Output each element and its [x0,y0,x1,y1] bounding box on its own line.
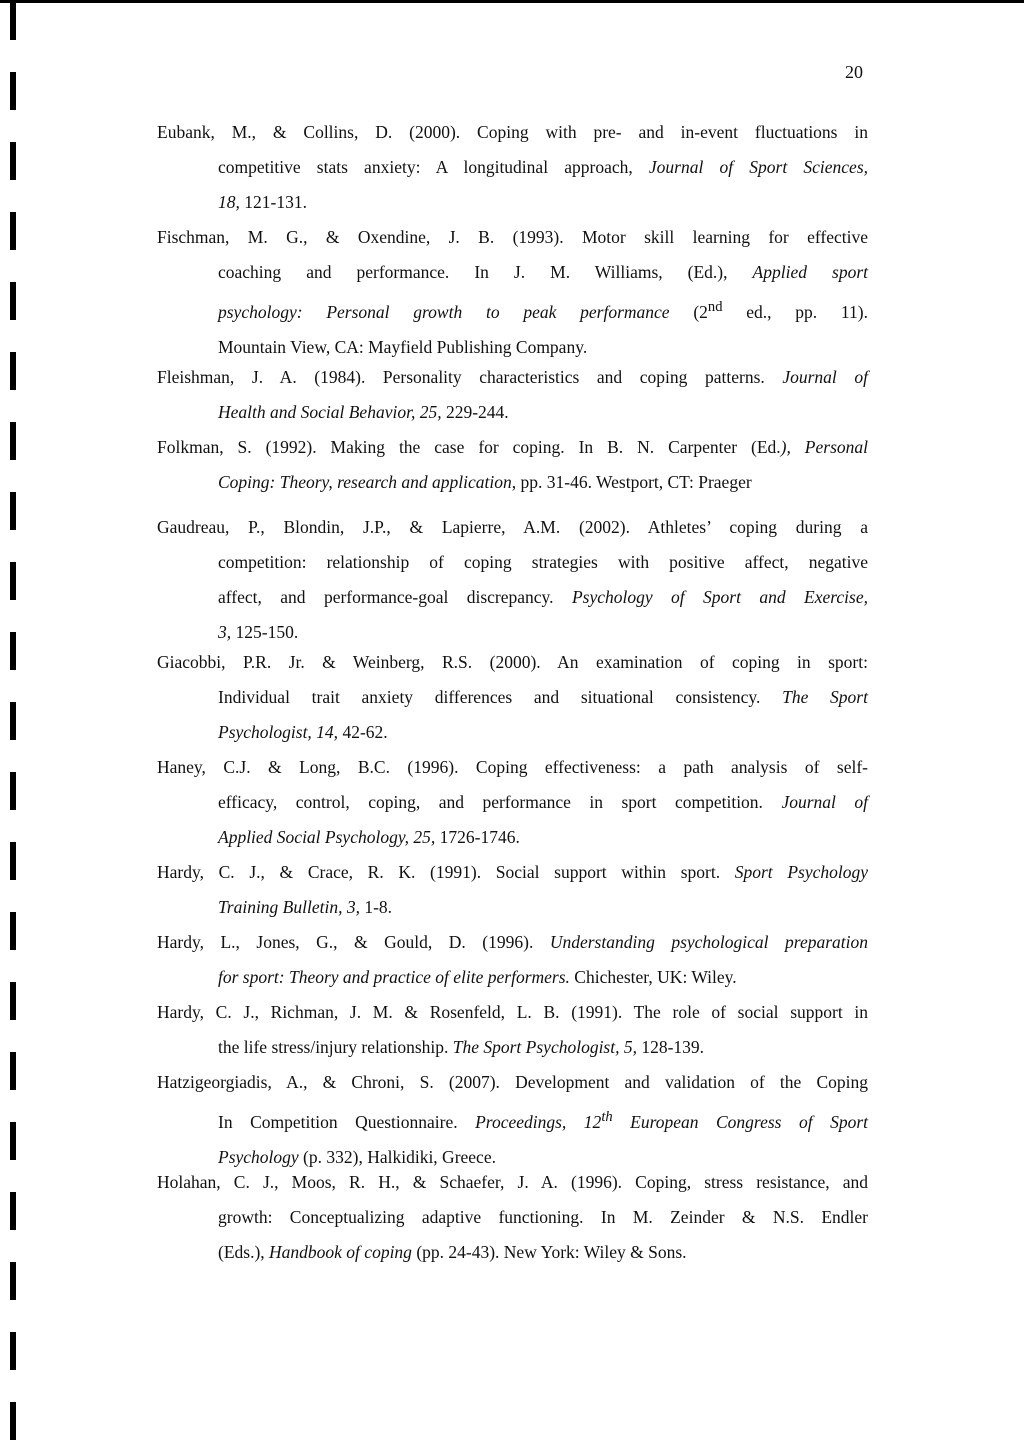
reference-text: Coping: Theory, research and application [218,472,512,492]
reference-text: Applied sport [752,262,868,282]
reference-text: 125-150. [231,622,299,642]
reference-entry [157,1165,868,1270]
reference-text: Psychology [218,1146,299,1167]
binding-mark [10,422,16,460]
binding-mark [10,772,16,810]
reference-text: Mountain View, CA: Mayfield Publishing Company. [218,336,588,357]
reference-line [157,290,868,330]
reference-text: (2 [669,301,708,322]
binding-mark [10,2,16,40]
reference-line [157,465,868,500]
reference-text: In Competition Questionnaire. [218,1111,476,1132]
reference-text: Health and Social Behavior, 25, [218,402,442,422]
reference-text: Fleishman, J. A. (1984). Personality characteristics and coping patterns. [157,367,783,387]
reference-text: Haney, C.J. & Long, B.C. (1996). Coping effectiveness: a path analysis of self- [157,757,868,777]
reference-entry [157,995,868,1065]
reference-text: Chichester, UK: Wiley. [569,967,737,987]
reference-line [157,115,868,150]
reference-text: Psychologist, 14, [218,722,339,742]
reference-line [157,925,868,960]
reference-text: The Sport Psychologist, 5, [452,1037,637,1057]
reference-text: Journal of [781,792,868,812]
binding-mark [10,632,16,670]
reference-text: Fischman, M. G., & Oxendine, J. B. (1993). Motor skill learning for effective [157,227,868,247]
reference-text: Eubank, M., & Collins, D. (2000). Coping with pre- and in-event fluctuations in [157,122,868,142]
reference-line [157,715,868,750]
binding-mark [10,1122,16,1160]
binding-mark [10,1052,16,1090]
reference-entry [157,430,868,500]
reference-text: psychology: Personal growth to peak performance [218,301,670,322]
reference-text: Hardy, C. J., Richman, J. M. & Rosenfeld, L. B. (1991). The role of social support in [157,1002,868,1022]
reference-text: Training Bulletin, 3, [218,897,360,917]
binding-mark [10,562,16,600]
reference-entry [157,1065,868,1175]
reference-entry [157,855,868,925]
reference-entry [157,750,868,855]
reference-text: 1-8. [359,897,393,917]
reference-line [157,1065,868,1100]
reference-text: Individual trait anxiety differences and situational consistency. [218,687,783,707]
reference-text: Folkman, S. (1992). Making the case for coping. In B. N. Carpenter (Ed. [157,437,781,457]
reference-text: Proceedings, 12 [475,1111,602,1132]
reference-line [157,995,868,1030]
reference-line [157,680,868,715]
reference-text: Understanding psychological preparation [549,932,869,952]
reference-text: competition: relationship of coping strategies with positive affect, negative [218,552,868,572]
superscript-text: nd [707,299,723,315]
reference-line [157,750,868,785]
binding-margin [0,0,22,1452]
binding-mark [10,1192,16,1230]
binding-mark [10,352,16,390]
reference-text: affect, and performance-goal discrepancy. [218,587,572,607]
reference-text: for sport: Theory and practice of elite performers. [218,967,570,987]
binding-mark [10,842,16,880]
reference-text: 1726-1746. [435,827,520,847]
reference-line [157,150,868,185]
reference-line [157,960,868,995]
reference-entry [157,220,868,365]
binding-mark [10,912,16,950]
reference-entry [157,115,868,220]
binding-mark [10,72,16,110]
binding-mark [10,702,16,740]
binding-mark [10,492,16,530]
reference-line [157,510,868,545]
reference-line [157,1165,868,1200]
binding-mark [10,1332,16,1370]
reference-text: growth: Conceptualizing adaptive functioning. In M. Zeinder & N.S. Endler [218,1207,868,1227]
reference-text: (p. 332), Halkidiki, Greece. [298,1146,496,1167]
reference-line [157,545,868,580]
reference-text: 3, [218,622,232,642]
reference-text: Giacobbi, P.R. Jr. & Weinberg, R.S. (2000). An examination of coping in sport: [157,652,868,672]
reference-text: the life stress/injury relationship. [218,1037,453,1057]
superscript-text: th [601,1109,613,1125]
binding-mark [10,212,16,250]
reference-text: Holahan, C. J., Moos, R. H., & Schaefer, J. A. (1996). Coping, stress resistance, and [157,1172,868,1192]
reference-text: Psychology of Sport and Exercise, [571,587,868,607]
reference-line [157,430,868,465]
reference-text: Sport Psychology [734,862,868,882]
reference-text: coaching and performance. In J. M. Williams, (Ed.), [218,262,753,282]
reference-line [157,580,868,615]
reference-entry [157,360,868,430]
page-number: 20 [845,62,863,82]
reference-text: , pp. 31-46. Westport, CT: Praeger [511,472,752,492]
reference-line [157,890,868,925]
reference-text: (Eds.), [218,1242,270,1262]
reference-text: 42-62. [338,722,388,742]
reference-text: Hardy, C. J., & Crace, R. K. (1991). Social support within sport. [157,862,735,882]
binding-mark [10,142,16,180]
reference-text: The Sport [782,687,868,707]
binding-mark [10,1262,16,1300]
reference-text: efficacy, control, coping, and performance in sport competition. [218,792,782,812]
reference-text: Hardy, L., Jones, G., & Gould, D. (1996). [157,932,550,952]
reference-text: ), Personal [780,437,868,457]
reference-entry [157,925,868,995]
reference-entry [157,510,868,650]
reference-text: Applied Social Psychology, 25, [218,827,436,847]
reference-text: Journal of Sport Sciences, [648,157,869,177]
reference-line [157,220,868,255]
binding-mark [10,282,16,320]
reference-line [157,645,868,680]
reference-line [157,360,868,395]
reference-text: 229-244. [441,402,509,422]
reference-text: (pp. 24-43). New York: Wiley & Sons. [411,1242,687,1262]
reference-line [157,1200,868,1235]
binding-mark [10,982,16,1020]
reference-line [157,1030,868,1065]
reference-text: 128-139. [636,1037,705,1057]
reference-line [157,1235,868,1270]
reference-text: European Congress of Sport [612,1111,869,1132]
reference-line [157,855,868,890]
reference-text: Handbook of coping [269,1242,412,1262]
reference-line [157,395,868,430]
reference-text: ed., pp. 11). [722,301,868,322]
reference-line [157,785,868,820]
reference-text: Hatzigeorgiadis, A., & Chroni, S. (2007). Development and validation of the Coping [157,1072,868,1092]
reference-line [157,820,868,855]
reference-text: 121-131. [239,192,307,212]
reference-text: 18, [218,192,240,212]
reference-entry [157,645,868,750]
reference-text: competitive stats anxiety: A longitudinal approach, [218,157,649,177]
top-edge-rule [0,0,1024,3]
reference-text: Journal of [782,367,868,387]
reference-text: Gaudreau, P., Blondin, J.P., & Lapierre, A.M. (2002). Athletes’ coping during a [157,517,868,537]
reference-line [157,185,868,220]
binding-mark [10,1402,16,1440]
reference-line [157,255,868,290]
reference-line [157,1100,868,1140]
